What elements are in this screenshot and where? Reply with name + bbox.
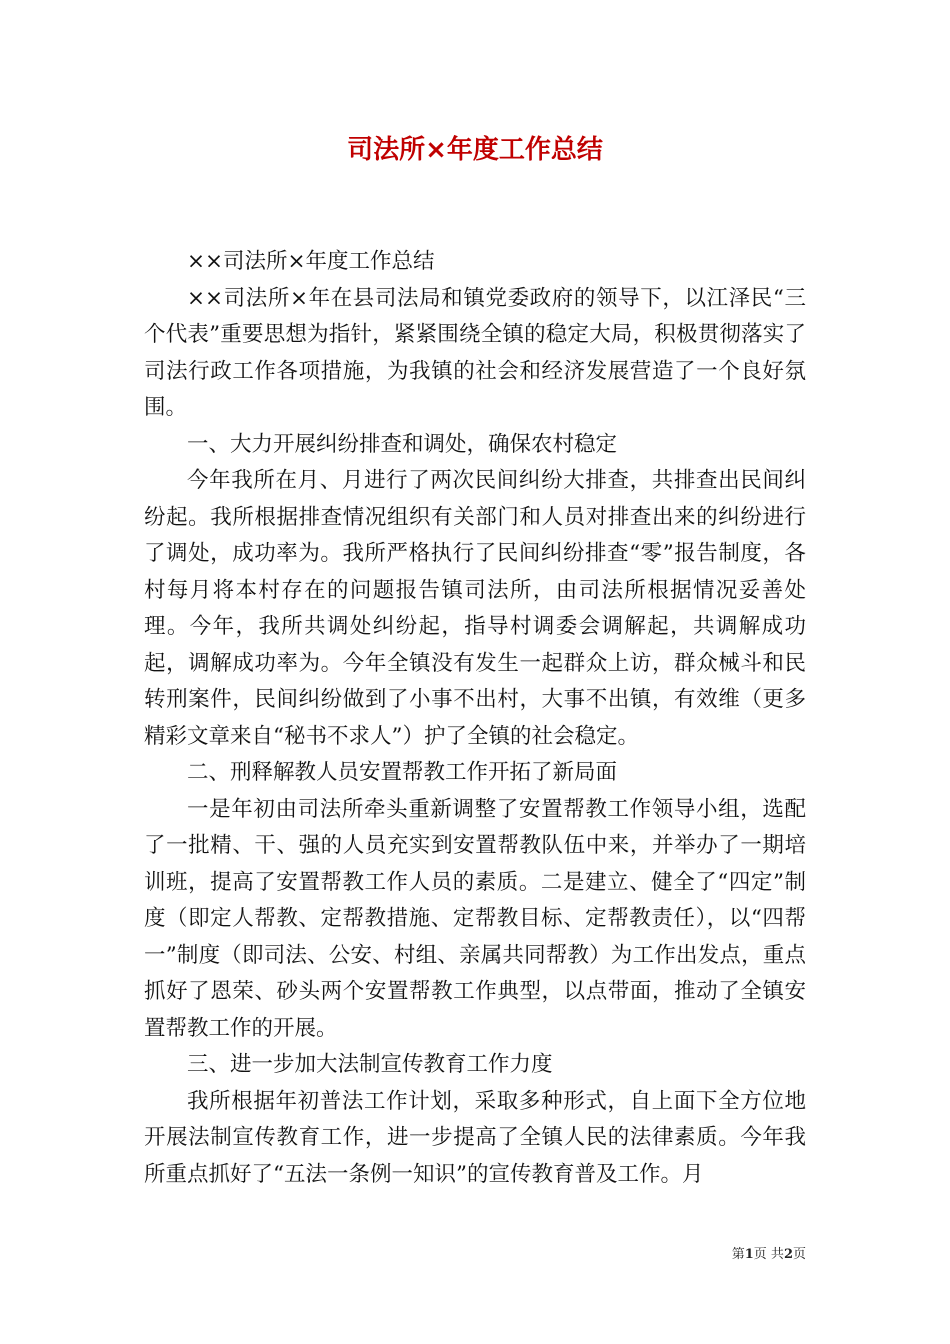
footer-suffix: 页 — [792, 1247, 806, 1262]
paragraph-intro: ××司法所×年在县司法局和镇党委政府的领导下，以江泽民“三个代表”重要思想为指针，紧紧围绕全镇的稳定大局，积极贯彻落实了司法行政工作各项措施，为我镇的社会和经济发展营造了一个良好氛围。 — [144, 285, 806, 420]
page-number-footer — [732, 1246, 806, 1264]
footer-middle: 页 共 — [753, 1247, 784, 1262]
paragraph-section-3: 我所根据年初普法工作计划，采取多种形式，自上面下全方位地开展法制宣传教育工作，进一步提高了全镇人民的法律素质。今年我所重点抓好了“五法一条例一知识”的宣传教育普及工作。月 — [144, 1088, 806, 1187]
document-body — [144, 244, 806, 1193]
footer-total-pages: 2 — [783, 1247, 793, 1262]
footer-prefix: 第 — [731, 1247, 745, 1262]
section-heading-2: 二、刑释解教人员安置帮教工作开拓了新局面 — [187, 760, 618, 785]
paragraph-section-1: 今年我所在月、月进行了两次民间纠纷大排查，共排查出民间纠纷起。我所根据排查情况组织有关部门和人员对排查出来的纠纷进行了调处，成功率为。我所严格执行了民间纠纷排查“零”报告制度，各村每月将本村存在的问题报告镇司法所，由司法所根据情况妥善处理。今年，我所共调处纠纷起，指导村调委会调解起，共调解成功起，调解成功率为。今年全镇没有发生一起群众上访，群众械斗和民转刑案件，民间纠纷做到了小事不出村，大事不出镇，有效维（更多精彩文章来自“秘书不求人”）护了全镇的社会稳定。 — [144, 468, 806, 749]
paragraph-subtitle: ××司法所×年度工作总结 — [187, 249, 435, 274]
paragraph-section-2: 一是年初由司法所牵头重新调整了安置帮教工作领导小组，选配了一批精、干、强的人员充实到安置帮教队伍中来，并举办了一期培训班，提高了安置帮教工作人员的素质。二是建立、健全了“四定”制度（即定人帮教、定帮教措施、定帮教目标、定帮教责任），以“四帮一”制度（即司法、公安、村组、亲属共同帮教）为工作出发点，重点抓好了恩荣、砂头两个安置帮教工作典型，以点带面，推动了全镇安置帮教工作的开展。 — [144, 796, 806, 1041]
document-title: 司法所×年度工作总结 — [347, 135, 603, 165]
footer-current-page: 1 — [744, 1247, 754, 1262]
section-heading-3: 三、进一步加大法制宣传教育工作力度 — [187, 1052, 553, 1077]
section-heading-1: 一、大力开展纠纷排查和调处，确保农村稳定 — [187, 431, 618, 457]
